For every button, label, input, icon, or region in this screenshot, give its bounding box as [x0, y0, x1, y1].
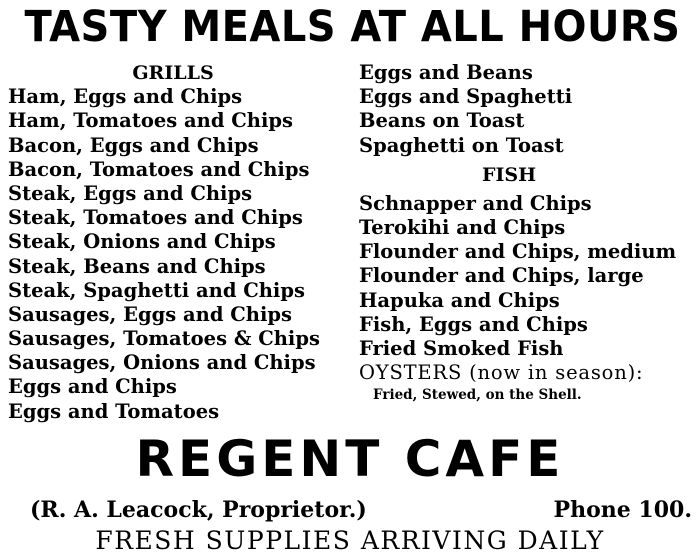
oysters-line: OYSTERS (now in season):: [359, 361, 644, 385]
menu-item: Eggs and Tomatoes: [8, 399, 220, 423]
menu-item: Eggs and Beans: [359, 61, 533, 84]
menu-item: Ham, Tomatoes and Chips: [8, 109, 293, 133]
menu-item: Steak, Tomatoes and Chips: [8, 206, 303, 230]
menu-item: Flounder and Chips, medium: [359, 240, 677, 264]
oysters-subtext: Fried, Stewed, on the Shell.: [373, 387, 582, 404]
menu-item: Eggs and Spaghetti: [359, 85, 573, 109]
menu-item: Hapuka and Chips: [359, 288, 560, 312]
menu-item: Schnapper and Chips: [359, 191, 592, 215]
menu-item: Sausages, Tomatoes & Chips: [8, 327, 320, 351]
menu-item: Steak, Eggs and Chips: [8, 181, 253, 205]
menu-item: Steak, Onions and Chips: [8, 230, 276, 254]
menu-item: Bacon, Eggs and Chips: [8, 133, 259, 157]
menu-item: Fish, Eggs and Chips: [359, 312, 588, 336]
fish-heading: FISH: [481, 163, 537, 186]
menu-item: Eggs and Chips: [8, 375, 177, 399]
menu-item: Beans on Toast: [359, 109, 525, 133]
menu-item: Fried Smoked Fish: [359, 336, 564, 360]
menu-item: Spaghetti on Toast: [359, 133, 564, 157]
menu-item: Sausages, Eggs and Chips: [8, 302, 292, 326]
menu-item: Bacon, Tomatoes and Chips: [8, 157, 310, 181]
proprietor-line: (R. A. Leacock, Proprietor.): [30, 497, 367, 523]
grills-heading: GRILLS: [132, 62, 214, 84]
menu-item: Terokihi and Chips: [359, 215, 566, 239]
menu-item: Steak, Spaghetti and Chips: [8, 278, 305, 302]
menu-item: Ham, Eggs and Chips: [8, 85, 243, 109]
menu-item: Steak, Beans and Chips: [8, 254, 266, 278]
phone-number: Phone 100.: [553, 497, 692, 523]
footer-tagline: FRESH SUPPLIES ARRIVING DAILY: [95, 526, 605, 555]
headline: TASTY MEALS AT ALL HOURS: [24, 2, 681, 52]
fish-column: [359, 61, 697, 405]
grills-column: [8, 61, 353, 424]
shop-name: REGENT CAFE: [135, 430, 565, 488]
menu-item: Flounder and Chips, large: [359, 264, 644, 288]
menu-item: Sausages, Onions and Chips: [8, 351, 316, 375]
